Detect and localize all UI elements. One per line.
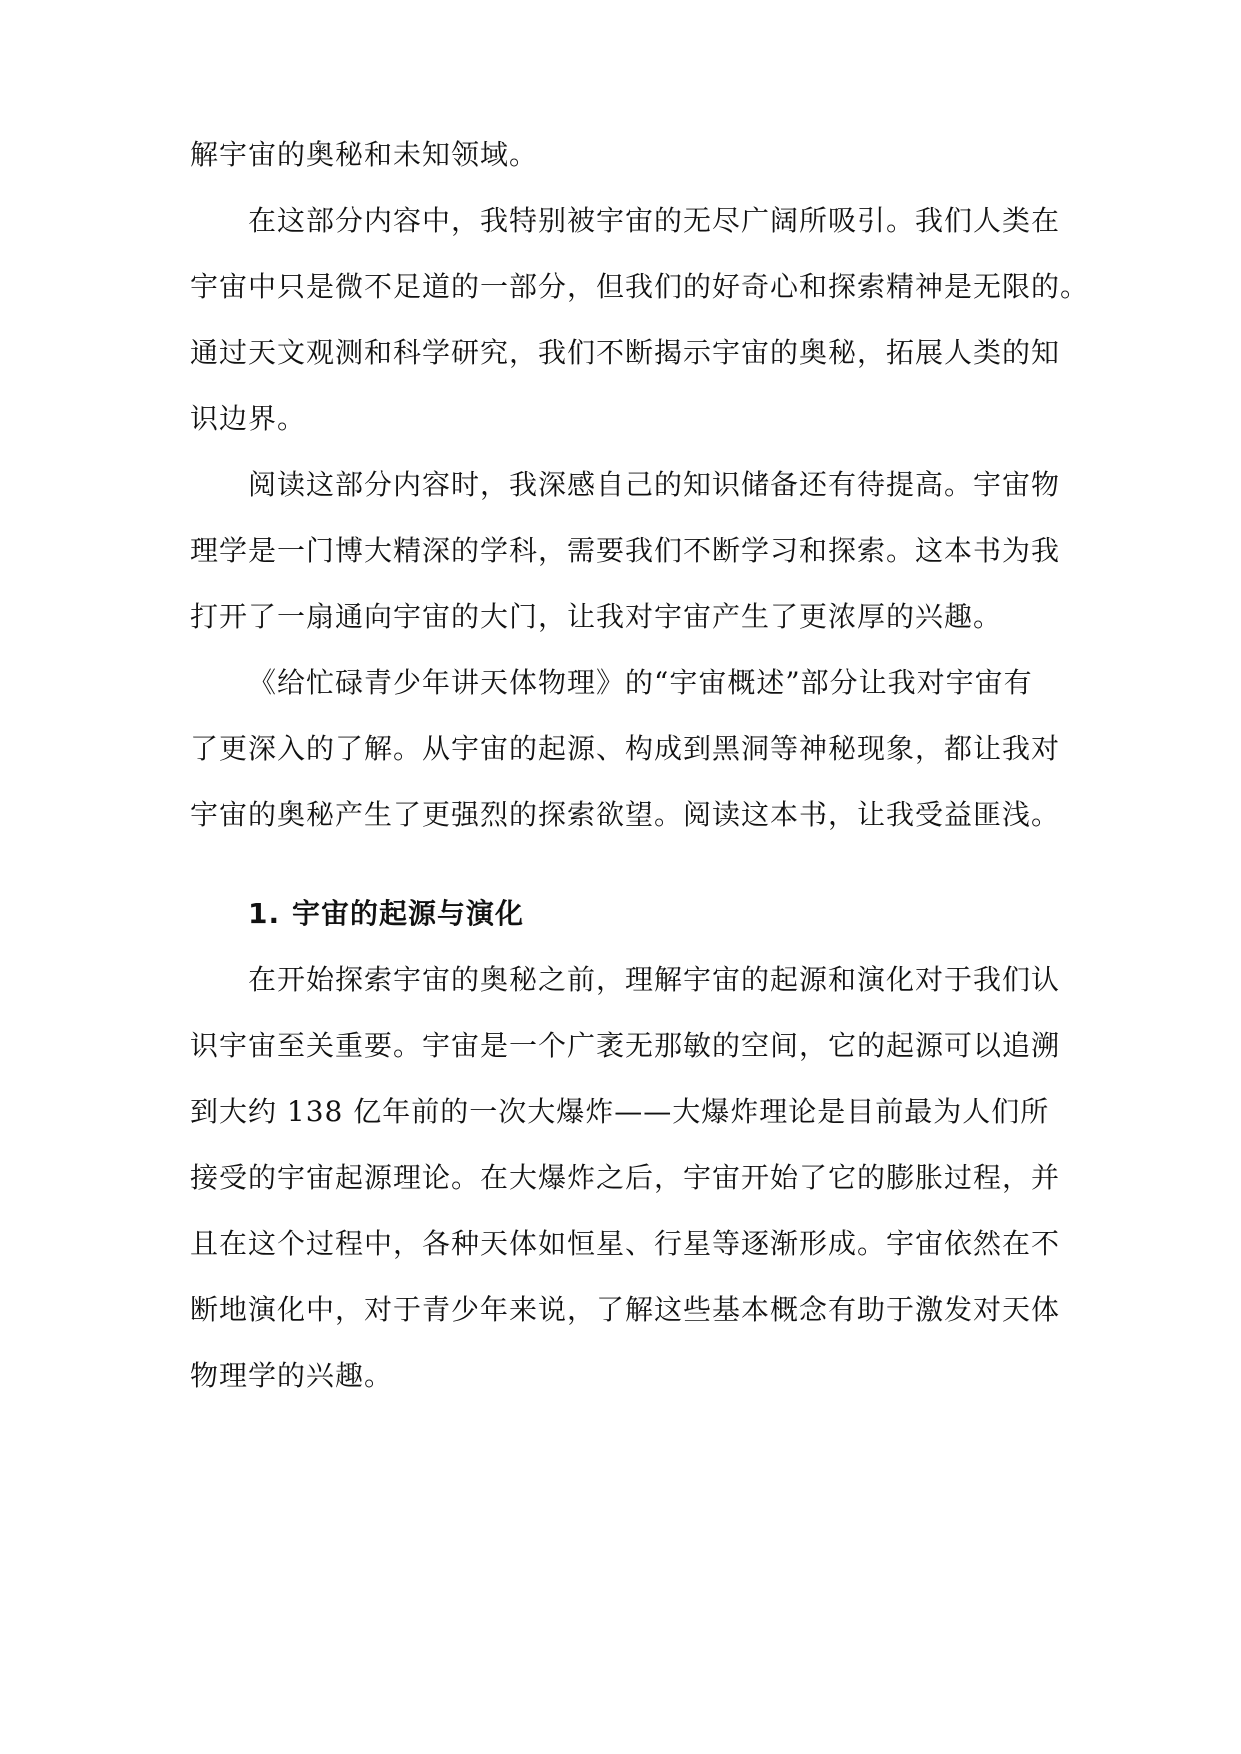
text-line: 在这部分内容中，我特别被宇宙的无尽广阔所吸引。我们人类在 [248,204,1061,237]
section-title: 宇宙的起源与演化 [292,897,525,930]
text-line: 打开了一扇通向宇宙的大门，让我对宇宙产生了更浓厚的兴趣。 [190,600,1003,633]
text-line: 宇宙中只是微不足道的一部分，但我们的好奇心和探索精神是无限的。 [190,270,1090,303]
text-line: 断地演化中，对于青少年来说，了解这些基本概念有助于激发对天体 [190,1293,1061,1326]
text-line: 到大约 138 亿年前的一次大爆炸——大爆炸理论是目前最为人们所 [190,1095,1050,1128]
text-line: 识边界。 [190,402,307,435]
text-line: 在开始探索宇宙的奥秘之前，理解宇宙的起源和演化对于我们认 [248,963,1061,996]
text-line: 通过天文观测和科学研究，我们不断揭示宇宙的奥秘，拓展人类的知 [190,336,1061,369]
section-heading [248,894,1118,934]
text-line: 宇宙的奥秘产生了更强烈的探索欲望。阅读这本书，让我受益匪浅。 [190,798,1061,831]
text-line: 《给忙碌青少年讲天体物理》的“宇宙概述”部分让我对宇宙有 [248,666,1033,699]
text-line: 理学是一门博大精深的学科，需要我们不断学习和探索。这本书为我 [190,534,1061,567]
text-line: 且在这个过程中，各种天体如恒星、行星等逐渐形成。宇宙依然在不 [190,1227,1061,1260]
section-number: 1. [248,897,281,930]
text-line: 识宇宙至关重要。宇宙是一个广袤无那敏的空间，它的起源可以追溯 [190,1029,1061,1062]
text-line: 接受的宇宙起源理论。在大爆炸之后，宇宙开始了它的膨胀过程，并 [190,1161,1061,1194]
text-line: 了更深入的了解。从宇宙的起源、构成到黑洞等神秘现象，都让我对 [190,732,1061,765]
text-line: 物理学的兴趣。 [190,1359,394,1392]
text-line: 解宇宙的奥秘和未知领域。 [190,138,539,171]
text-line: 阅读这部分内容时，我深感自己的知识储备还有待提高。宇宙物 [248,468,1061,501]
